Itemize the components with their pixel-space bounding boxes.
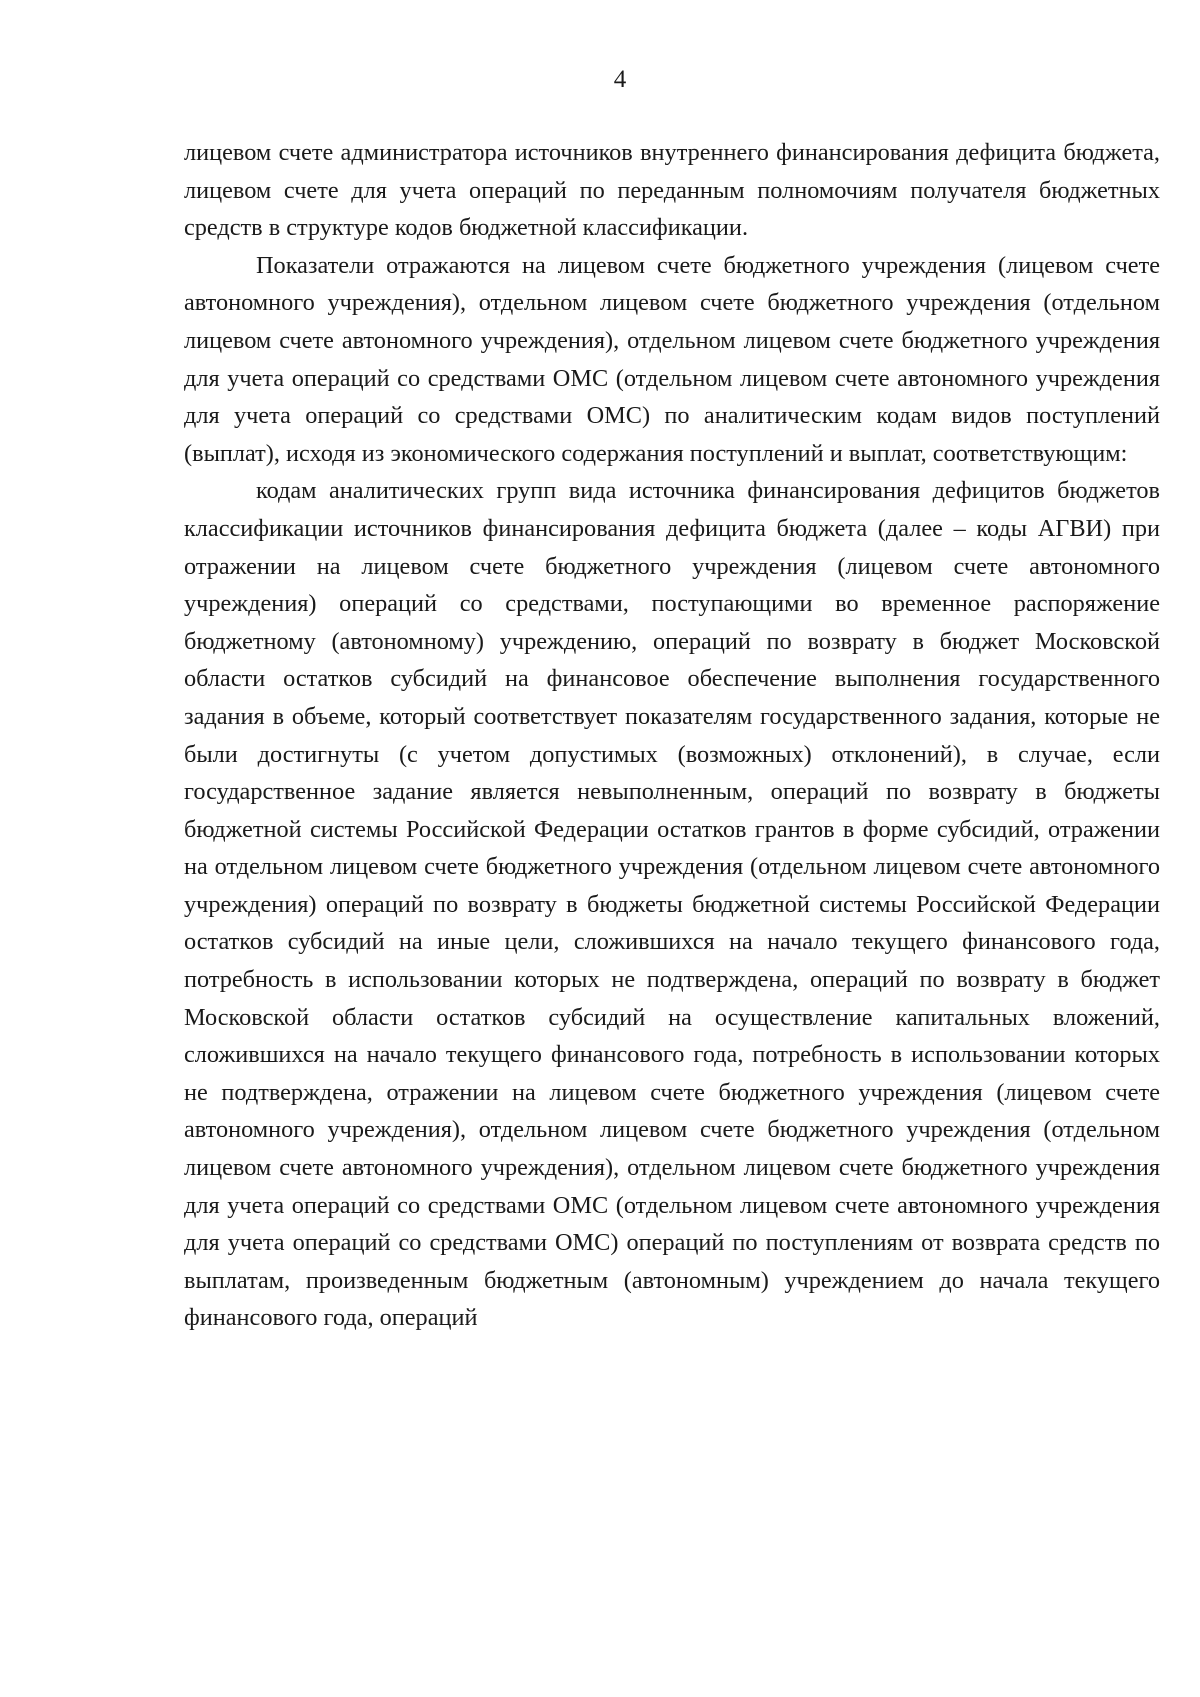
paragraph-indicators: Показатели отражаются на лицевом счете бюджетного учреждения (лицевом счете автономного учреждения), отдельном лицевом счете бюджетного учреждения (отдельном лицевом счете автономного учреждения), отдельном лицевом счете бюджетного учреждения для учета операций со средствами ОМС (отдельном лицевом счете автономного учреждения для учета операций со средствами ОМС) по аналитическим кодам видов поступлений (выплат), исходя из экономического содержания поступлений и выплат, соответствующим: bbox=[184, 251, 1160, 467]
paragraph-continuation: лицевом счете администратора источников внутреннего финансирования дефицита бюджета, лицевом счете для учета операций по переданным полномочиям получателя бюджетных средств в структуре кодов бюджетной классификации. bbox=[184, 139, 1160, 242]
page-number: 4 bbox=[613, 66, 627, 93]
paragraph-agvi-codes: кодам аналитических групп вида источника финансирования дефицитов бюджетов классификации источников финансирования дефицита бюджета (далее – коды АГВИ) при отражении на лицевом счете бюджетного учреждения (лицевом счете автономного учреждения) операций со средствами, поступающими во временное распоряжение бюджетному (автономному) учреждению, операций по возврату в бюджет Московской области остатков субсидий на финансовое обеспечение выполнения государственного задания в объеме, который соответствует показателям государственного задания, которые не были достигнуты (с учетом допустимых (возможных) отклонений), в случае, если государственное задание является невыполненным, операций по возврату в бюджеты бюджетной системы Российской Федерации остатков грантов в форме субсидий, отражении на отдельном лицевом счете бюджетного учреждения (отдельном лицевом счете автономного учреждения) операций по возврату в бюджеты бюджетной системы Российской Федерации остатков субсидий на иные цели, сложившихся на начало текущего финансового года, потребность в использовании которых не подтверждена, операций по возврату в бюджет Московской области остатков субсидий на осуществление капитальных вложений, сложившихся на начало текущего финансового года, потребность в использовании которых не подтверждена, отражении на лицевом счете бюджетного учреждения (лицевом счете автономного учреждения), отдельном лицевом счете бюджетного учреждения (отдельном лицевом счете автономного учреждения), отдельном лицевом счете бюджетного учреждения для учета операций со средствами ОМС (отдельном лицевом счете автономного учреждения для учета операций со средствами ОМС) операций по поступлениям от возврата средств по выплатам, произведенным бюджетным (автономным) учреждением до начала текущего финансового года, операций bbox=[184, 477, 1160, 1332]
document-body bbox=[184, 134, 1160, 1337]
